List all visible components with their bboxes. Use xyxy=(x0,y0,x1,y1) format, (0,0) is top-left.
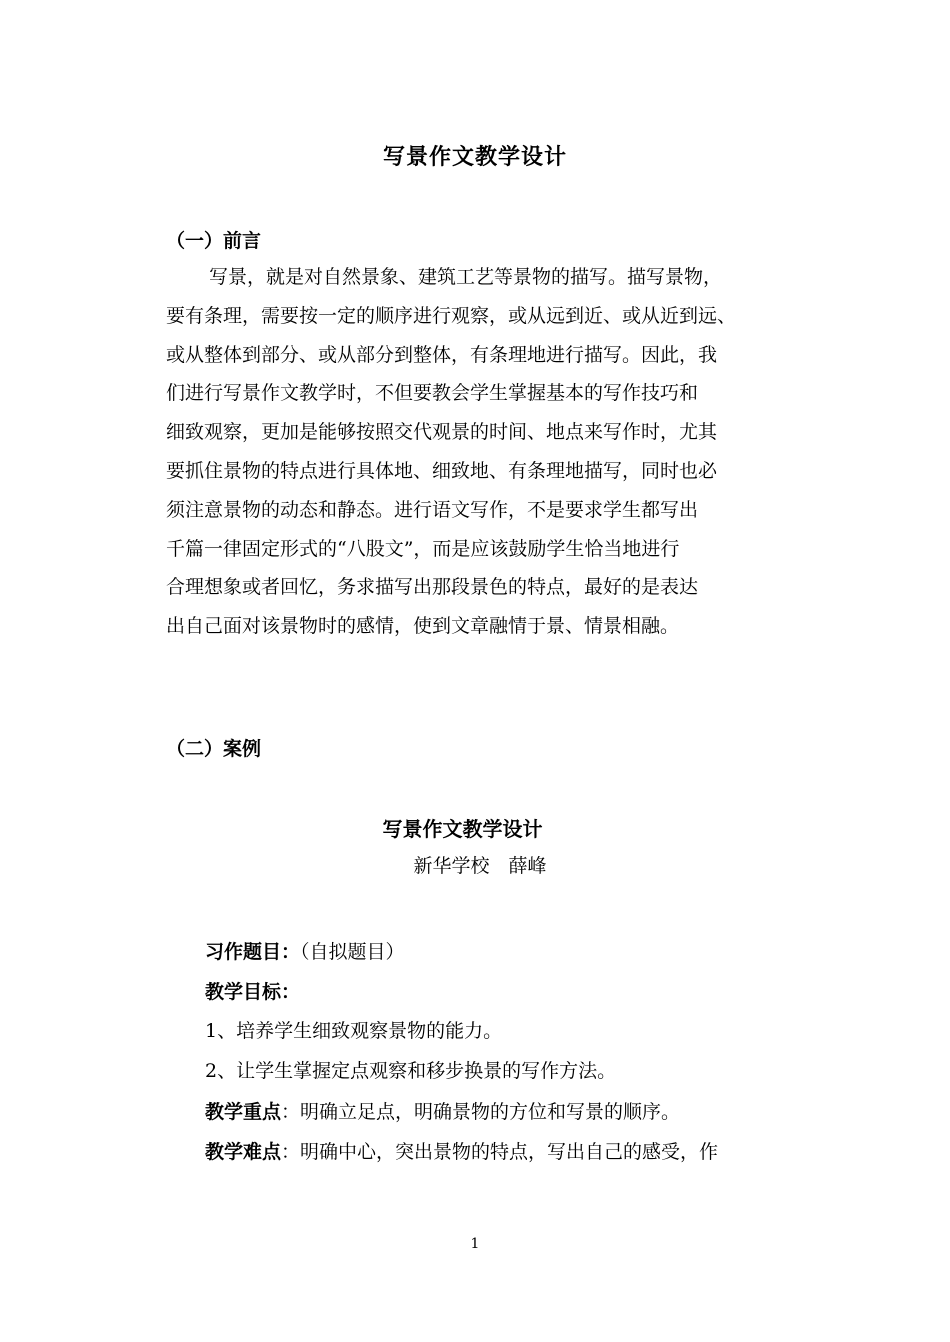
section-heading-preface: （一）前言 xyxy=(166,230,262,252)
case-author: 新华学校 薛峰 xyxy=(413,855,547,877)
focus-label: 教学重点 xyxy=(205,1101,282,1123)
paragraph-line: 出自己面对该景物时的感情，使到文章融情于景、情景相融。 xyxy=(166,615,680,638)
goals-line xyxy=(205,977,805,1004)
paragraph-line: 合理想象或者回忆，务求描写出那段景色的特点，最好的是表达 xyxy=(166,576,699,599)
goals-label: 教学目标： xyxy=(205,981,301,1003)
page-number: 1 xyxy=(470,1236,480,1252)
paragraph-line: 千篇一律固定形式的“八股文”，而是应该鼓励学生恰当地进行 xyxy=(166,537,680,560)
focus-value: ：明确立足点，明确景物的方位和写景的顺序。 xyxy=(281,1101,681,1123)
paragraph-line: 们进行写景作文教学时，不但要教会学生掌握基本的写作技巧和 xyxy=(166,382,699,405)
paragraph-line: 要有条理，需要按一定的顺序进行观察，或从远到近、或从近到远、 xyxy=(166,304,737,327)
paragraph-line: 要抓住景物的特点进行具体地、细致地、有条理地描写，同时也必 xyxy=(166,459,718,482)
topic-label: 习作题目： xyxy=(205,941,301,963)
focus-line xyxy=(205,1097,805,1124)
goal-item-1: 1、培养学生细致观察景物的能力。 xyxy=(205,1020,503,1042)
topic-line xyxy=(205,937,805,964)
paragraph-line: 须注意景物的动态和静态。进行语文写作，不是要求学生都写出 xyxy=(166,498,699,521)
paragraph-line: 写景，就是对自然景象、建筑工艺等景物的描写。描写景物， xyxy=(209,266,723,288)
difficulty-value: ：明确中心，突出景物的特点，写出自己的感受，作 xyxy=(281,1141,719,1163)
preface-paragraph xyxy=(166,258,791,646)
document-title: 写景作文教学设计 xyxy=(382,144,567,170)
goal-item-2: 2、让学生掌握定点观察和移步换景的写作方法。 xyxy=(205,1060,617,1082)
difficulty-label: 教学难点 xyxy=(205,1141,282,1163)
paragraph-line: 或从整体到部分、或从部分到整体，有条理地进行描写。因此，我 xyxy=(166,343,718,366)
case-title: 写景作文教学设计 xyxy=(382,817,543,841)
section-heading-case: （二）案例 xyxy=(166,738,262,760)
topic-value: （自拟题目） xyxy=(300,941,405,963)
difficulty-line xyxy=(205,1137,805,1164)
paragraph-line: 细致观察，更加是能够按照交代观景的时间、地点来写作时，尤其 xyxy=(166,421,718,444)
